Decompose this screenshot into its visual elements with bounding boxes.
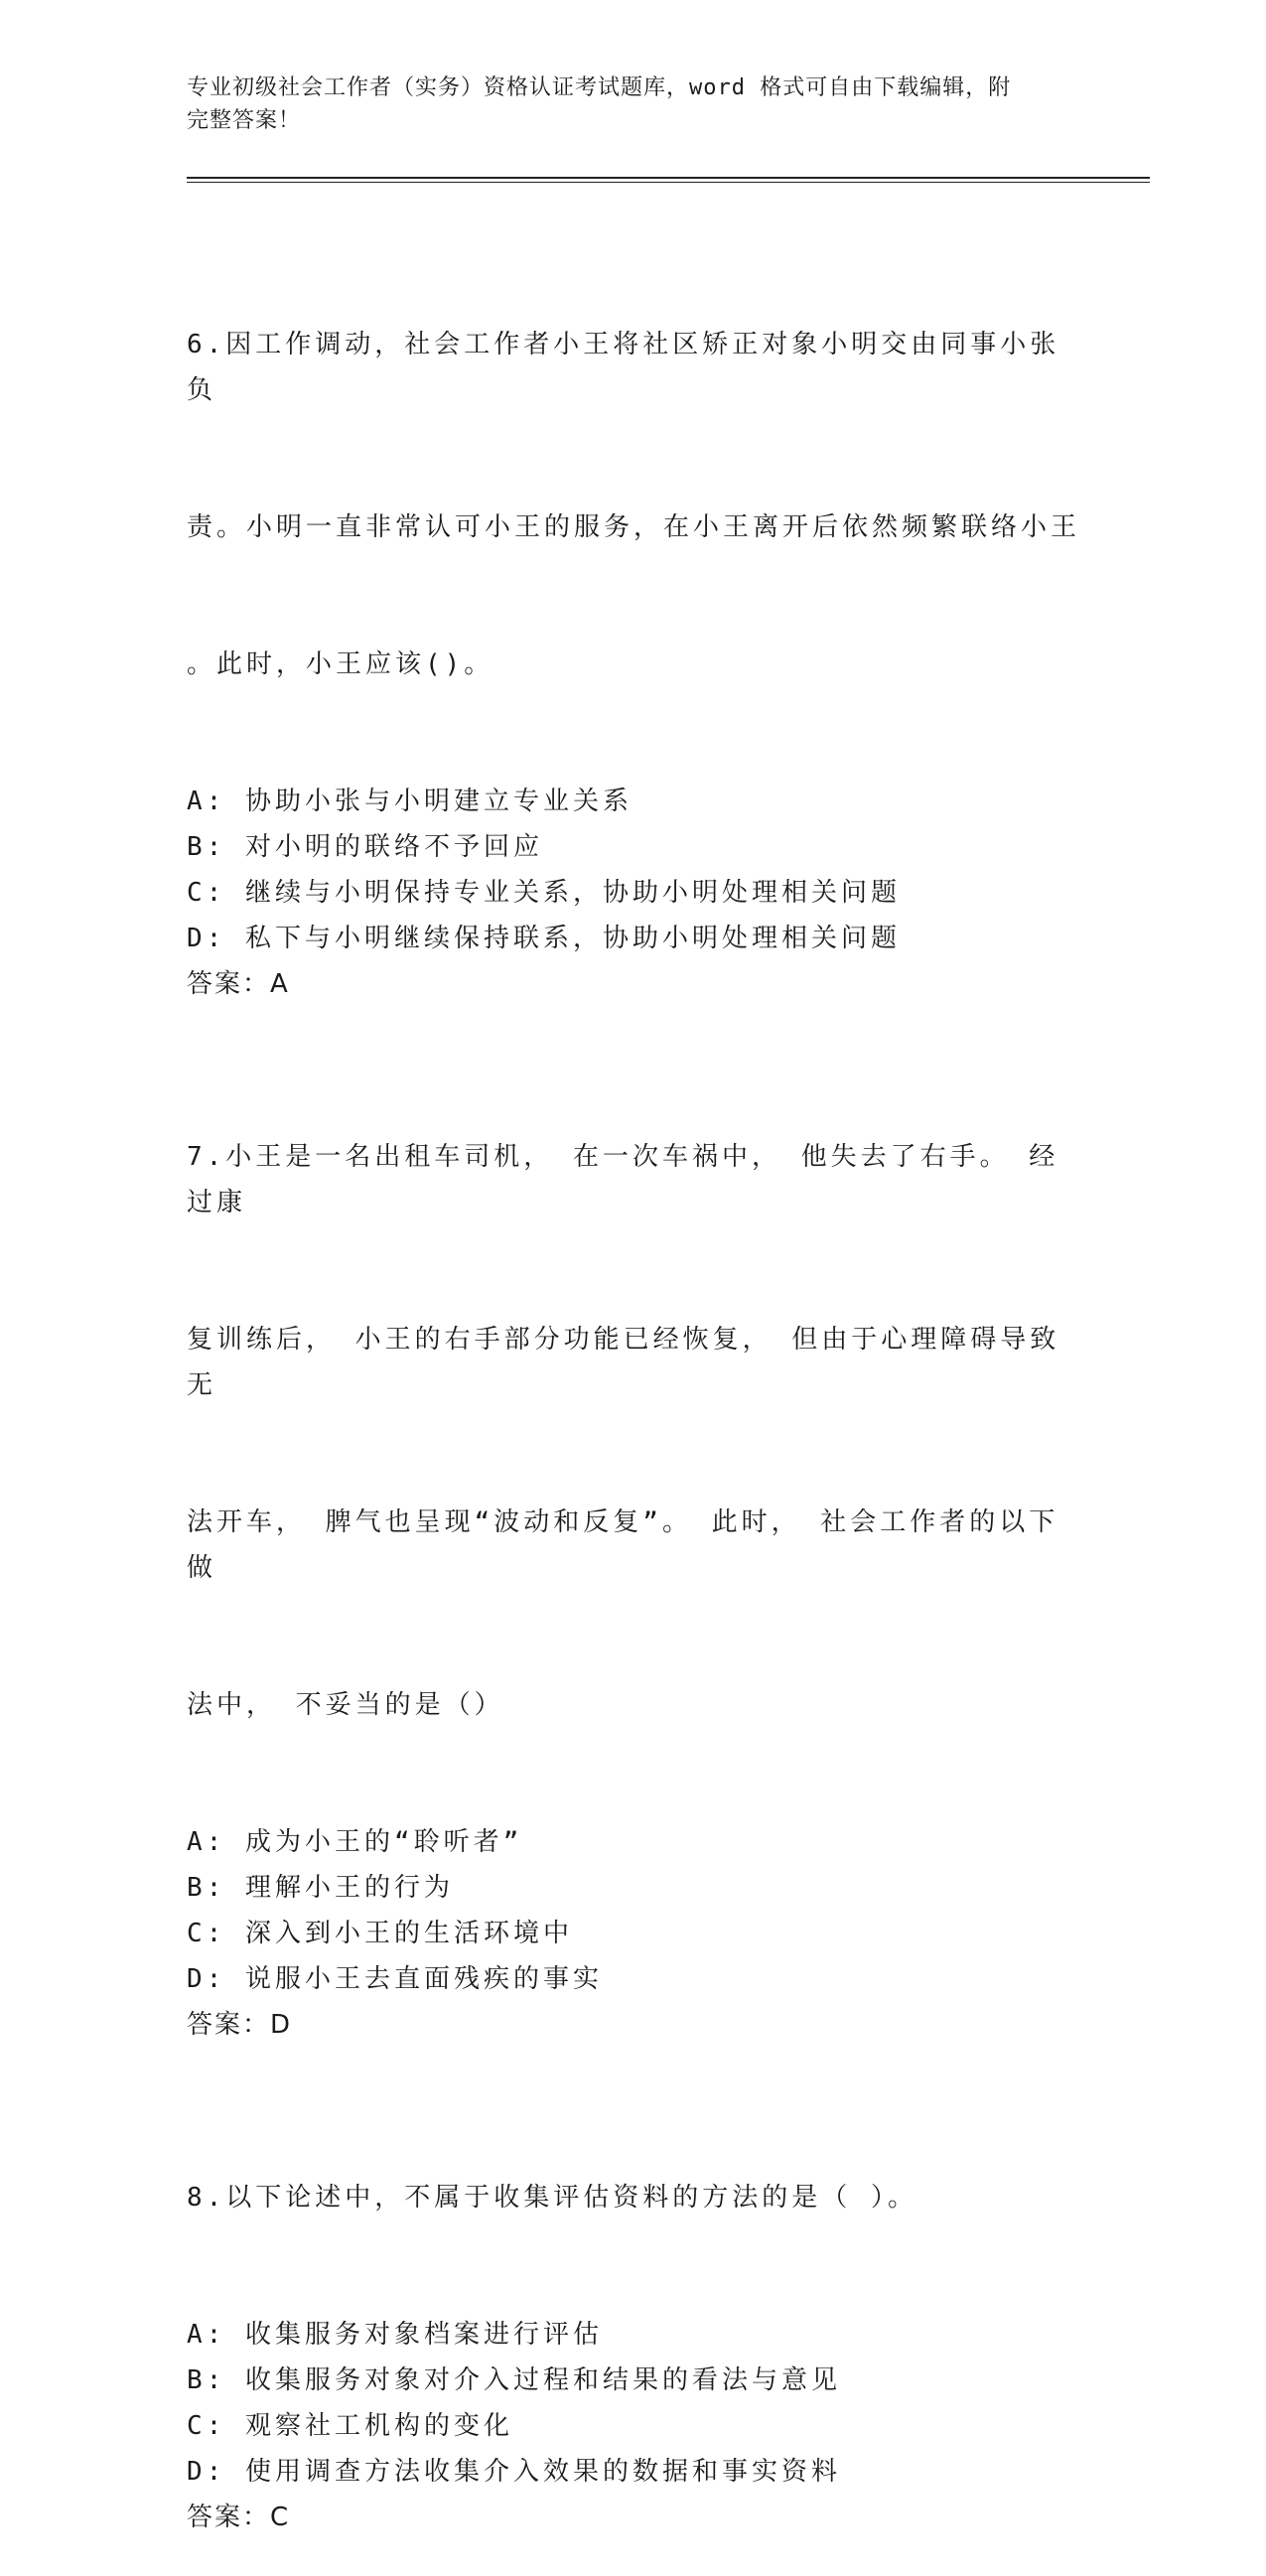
option-b: B: 对小明的联络不予回应 [187, 832, 543, 862]
option-d: D: 私下与小明继续保持联系，协助小明处理相关问题 [187, 924, 901, 953]
header-line-1: 专业初级社会工作者（实务）资格认证考试题库，word 格式可自由下载编辑，附 [187, 75, 1012, 100]
stem-line: 法开车， 脾气也呈现“波动和反复”。 此时， 社会工作者的以下做 [187, 1507, 1059, 1583]
header-line-2: 完整答案！ [187, 108, 302, 133]
question-8 [187, 2083, 1080, 2540]
header-divider-thin [187, 182, 1150, 183]
option-c: C: 深入到小王的生活环境中 [187, 1919, 573, 1948]
question-stem [187, 230, 1080, 779]
stem-line: 复训练后， 小王的右手部分功能已经恢复， 但由于心理障碍导致无 [187, 1325, 1060, 1400]
question-stem [187, 1043, 1080, 1819]
question-7 [187, 1043, 1080, 2048]
document-header [187, 72, 1080, 137]
header-divider-thick [187, 177, 1150, 179]
stem-line: 责。小明一直非常认可小王的服务，在小王离开后依然频繁联络小王 [187, 512, 1081, 542]
option-a: A: 收集服务对象档案进行评估 [187, 2320, 603, 2350]
option-b: B: 理解小王的行为 [187, 1873, 454, 1903]
answer-line: 答案：D [187, 2010, 293, 2040]
option-a: A: 协助小张与小明建立专业关系 [187, 787, 633, 816]
option-b: B: 收集服务对象对介入过程和结果的看法与意见 [187, 2365, 841, 2395]
question-stem [187, 2083, 1080, 2312]
answer-line: 答案：C [187, 2503, 291, 2532]
stem-line: 7.小王是一名出租车司机， 在一次车祸中， 他失去了右手。 经过康 [187, 1142, 1059, 1217]
answer-line: 答案：A [187, 969, 290, 999]
stem-line: 。此时，小王应该()。 [187, 649, 494, 679]
stem-line: 8.以下论述中，不属于收集评估资料的方法的是（ ）。 [187, 2183, 917, 2213]
option-c: C: 观察社工机构的变化 [187, 2411, 513, 2441]
stem-line: 法中， 不妥当的是（） [187, 1690, 504, 1720]
question-6 [187, 230, 1080, 1007]
option-a: A: 成为小王的“聆听者” [187, 1827, 523, 1857]
option-d: D: 使用调查方法收集介入效果的数据和事实资料 [187, 2457, 841, 2487]
stem-line: 6.因工作调动，社会工作者小王将社区矫正对象小明交由同事小张负 [187, 330, 1060, 405]
option-d: D: 说服小王去直面残疾的事实 [187, 1964, 603, 1994]
question-list [187, 230, 1080, 2576]
option-c: C: 继续与小明保持专业关系，协助小明处理相关问题 [187, 878, 901, 908]
